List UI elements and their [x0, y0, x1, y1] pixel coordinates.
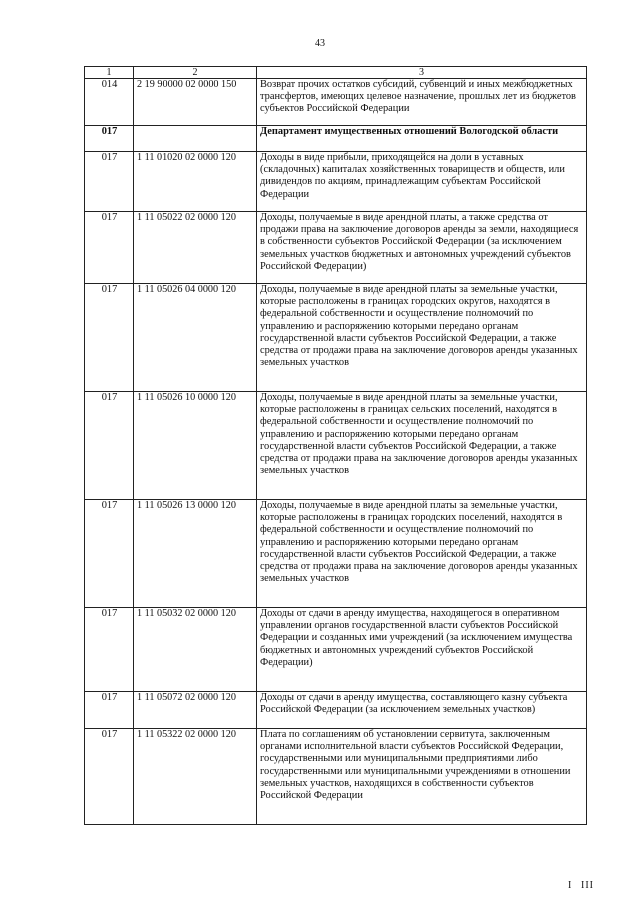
column-header-2: 2 [134, 67, 257, 79]
description-cell: Доходы, получаемые в виде арендной платы, а также средства от продажи права на заключение договоров аренды за земли, находящиеся в собственности субъектов Российской Федерации (за исключением земельных участков бюджетных и автономных учреждений субъектов Российской Федерации) [257, 212, 587, 284]
footer-mark-right: III [581, 880, 594, 891]
budget-code-cell: 1 11 05032 02 0000 120 [134, 608, 257, 692]
table-row [85, 692, 587, 729]
table-body [85, 67, 587, 825]
budget-code-cell: 1 11 05022 02 0000 120 [134, 212, 257, 284]
description-cell: Доходы, получаемые в виде арендной платы за земельные участки, которые расположены в границах сельских поселений, находятся в федеральной собственности и осуществление полномочий по управлению и распоряжению которыми передано органам государственной власти субъектов Российской Федерации, а также средства от продажи права на заключение договоров аренды указанных земельных участков [257, 392, 587, 500]
admin-code-cell: 017 [85, 729, 134, 825]
description-cell: Доходы от сдачи в аренду имущества, находящегося в оперативном управлении органов государственной власти субъектов Российской Федерации и созданных ими учреждений (за исключением имущества бюджетных и автономных учреждений субъектов Российской Федерации) [257, 608, 587, 692]
page-number: 43 [315, 38, 325, 49]
column-header-1: 1 [85, 67, 134, 79]
table-row [85, 152, 587, 212]
budget-code-cell: 1 11 05072 02 0000 120 [134, 692, 257, 729]
admin-code-cell: 017 [85, 152, 134, 212]
admin-code-cell: 017 [85, 500, 134, 608]
table-row [85, 79, 587, 126]
description-cell: Доходы, получаемые в виде арендной платы за земельные участки, которые расположены в границах городских округов, находятся в федеральной собственности и осуществление полномочий по управлению и распоряжению которыми передано органам государственной власти субъектов Российской Федерации, а также средства от продажи права на заключение договоров аренды указанных земельных участков [257, 284, 587, 392]
description-cell: Возврат прочих остатков субсидий, субвенций и иных межбюджетных трансфертов, имеющих целевое назначение, прошлых лет из бюджетов субъектов Российской Федерации [257, 79, 587, 126]
department-row [85, 126, 587, 152]
description-cell: Департамент имущественных отношений Вологодской области [257, 126, 587, 152]
description-cell: Доходы от сдачи в аренду имущества, составляющего казну субъекта Российской Федерации (за исключением земельных участков) [257, 692, 587, 729]
admin-code-cell: 014 [85, 79, 134, 126]
budget-codes-table [84, 66, 587, 825]
description-cell: Плата по соглашениям об установлении сервитута, заключенным органами исполнительной власти субъектов Российской Федерации, государственными или муниципальными предприятиями либо государственными или муниципальными учреждениями в отношении земельных участков, находящихся в собственности субъектов Российской Федерации [257, 729, 587, 825]
table-row [85, 212, 587, 284]
admin-code-cell: 017 [85, 212, 134, 284]
budget-code-cell [134, 126, 257, 152]
table-header-row [85, 67, 587, 79]
budget-code-cell: 2 19 90000 02 0000 150 [134, 79, 257, 126]
description-cell: Доходы, получаемые в виде арендной платы за земельные участки, которые расположены в границах городских поселений, находятся в федеральной собственности и осуществление полномочий по управлению и распоряжению которыми передано органам государственной власти субъектов Российской Федерации, а также средства от продажи права на заключение договоров аренды указанных земельных участков [257, 500, 587, 608]
column-header-3: 3 [257, 67, 587, 79]
description-cell: Доходы в виде прибыли, приходящейся на доли в уставных (складочных) капиталах хозяйственных товариществ и обществ, или дивидендов по акциям, принадлежащим субъектам Российской Федерации [257, 152, 587, 212]
footer-mark-left: I [568, 880, 572, 891]
budget-code-cell: 1 11 05026 04 0000 120 [134, 284, 257, 392]
budget-code-cell: 1 11 05322 02 0000 120 [134, 729, 257, 825]
admin-code-cell: 017 [85, 692, 134, 729]
admin-code-cell: 017 [85, 608, 134, 692]
budget-code-cell: 1 11 05026 10 0000 120 [134, 392, 257, 500]
table-row [85, 392, 587, 500]
table-row [85, 284, 587, 392]
table-row [85, 608, 587, 692]
table-row [85, 729, 587, 825]
admin-code-cell: 017 [85, 126, 134, 152]
admin-code-cell: 017 [85, 392, 134, 500]
budget-code-cell: 1 11 01020 02 0000 120 [134, 152, 257, 212]
budget-code-cell: 1 11 05026 13 0000 120 [134, 500, 257, 608]
table-row [85, 500, 587, 608]
admin-code-cell: 017 [85, 284, 134, 392]
